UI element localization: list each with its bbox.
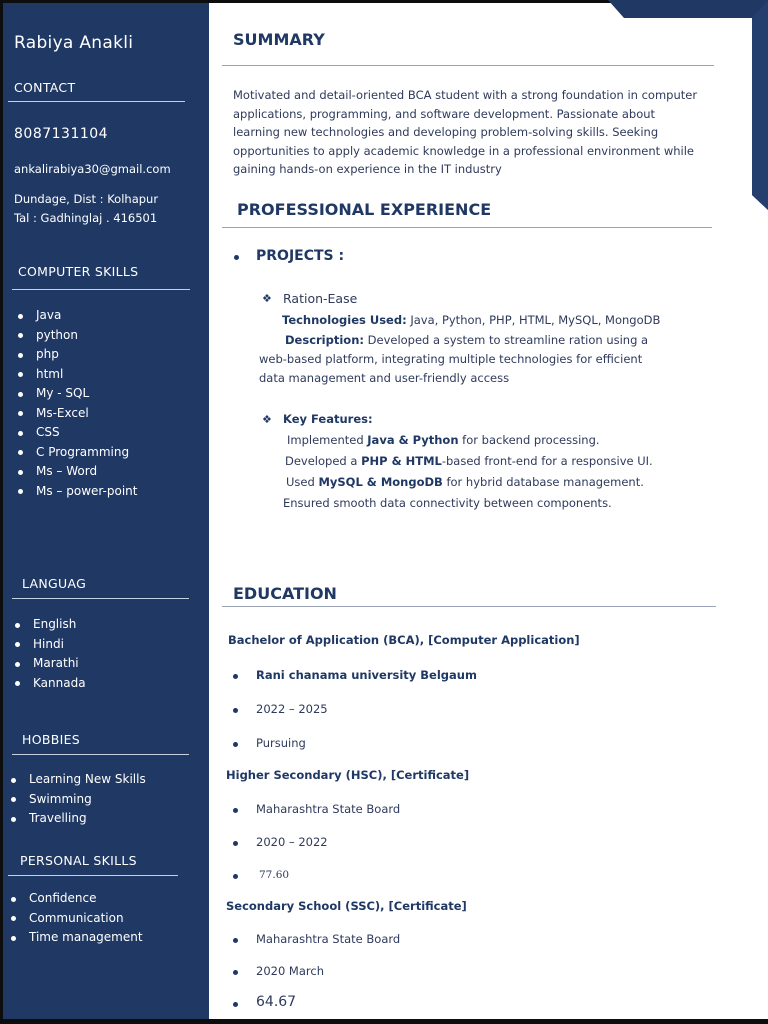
feature-line-3: [286, 475, 644, 489]
diamond-bullet-icon: ❖: [262, 292, 272, 305]
computer-skills-list: [14, 306, 138, 501]
bullet-icon: [233, 938, 238, 943]
list-item: Travelling: [7, 809, 146, 829]
technologies-label: Technologies Used:: [282, 313, 407, 327]
list-item: Ms – Word: [14, 462, 138, 482]
hobbies-list: [7, 770, 146, 829]
list-item: Marathi: [11, 654, 86, 674]
feature-highlight: MySQL & MongoDB: [318, 475, 443, 489]
feature-text: Used: [286, 475, 319, 489]
experience-heading: PROFESSIONAL EXPERIENCE: [237, 200, 492, 219]
personal-rule: [8, 875, 178, 876]
list-item: Java: [14, 306, 138, 326]
feature-line-4: Ensured smooth data connectivity between components.: [283, 496, 612, 510]
list-item: Kannada: [11, 674, 86, 694]
projects-label: PROJECTS :: [256, 248, 345, 264]
summary-line: learning new technologies and developing problem-solving skills. Seeking: [233, 125, 659, 139]
feature-text: Developed a: [285, 454, 362, 468]
description-label: Description:: [285, 333, 364, 347]
frame-bottom: [0, 1019, 768, 1024]
bullet-icon: [233, 708, 238, 713]
personal-skills-heading: PERSONAL SKILLS: [20, 853, 137, 868]
list-item: Learning New Skills: [7, 770, 146, 790]
bullet-icon: [234, 255, 239, 260]
list-item: html: [14, 365, 138, 385]
address-line-1: Dundage, Dist : Kolhapur: [14, 192, 159, 206]
bullet-icon: [233, 674, 238, 679]
list-item: Swimming: [7, 790, 146, 810]
ssc-year: 2020 March: [256, 964, 324, 978]
list-item: Confidence: [7, 889, 143, 909]
feature-text: for hybrid database management.: [442, 475, 644, 489]
list-item: Time management: [7, 928, 143, 948]
description-line-3: data management and user-friendly access: [259, 371, 510, 385]
feature-text: -based front-end for a responsive UI.: [441, 454, 653, 468]
list-item: CSS: [14, 423, 138, 443]
bullet-icon: [233, 1002, 238, 1007]
contact-rule: [8, 101, 185, 102]
experience-rule: [222, 227, 712, 228]
bullet-icon: [233, 808, 238, 813]
feature-line-1: [287, 433, 600, 447]
description-line-1: [285, 333, 648, 347]
feature-text: Implemented: [287, 433, 368, 447]
language-heading: LANGUAG: [22, 576, 87, 591]
summary-rule: [222, 65, 714, 66]
description-text: Developed a system to streamline ration using a: [363, 333, 649, 347]
phone-number: 8087131104: [14, 126, 109, 142]
project-name: Ration-Ease: [283, 291, 358, 306]
summary-line: opportunities to apply academic knowledge in a professional environment while: [233, 143, 694, 158]
technologies-value: Java, Python, PHP, HTML, MySQL, MongoDB: [406, 313, 661, 327]
education-heading: EDUCATION: [233, 584, 337, 603]
bca-years: 2022 – 2025: [256, 702, 328, 716]
bullet-icon: [233, 970, 238, 975]
address-line-2: Tal : Gadhinglaj . 416501: [14, 211, 158, 225]
list-item: Ms – power-point: [14, 482, 138, 502]
contact-heading: CONTACT: [14, 80, 76, 95]
ssc-title: Secondary School (SSC), [Certificate]: [226, 899, 467, 913]
bca-title: Bachelor of Application (BCA), [Computer Application]: [228, 633, 580, 647]
feature-line-2: [285, 454, 653, 468]
summary-heading: SUMMARY: [233, 30, 325, 49]
skills-rule: [12, 289, 190, 290]
list-item: C Programming: [14, 443, 138, 463]
hobbies-rule: [12, 754, 189, 755]
summary-line: Motivated and detail-oriented BCA student with a strong foundation in computer: [233, 88, 698, 102]
list-item: Communication: [7, 909, 143, 929]
computer-skills-heading: COMPUTER SKILLS: [18, 264, 139, 279]
list-item: Ms-Excel: [14, 404, 138, 424]
education-rule: [222, 606, 716, 607]
feature-highlight: Java & Python: [367, 433, 459, 447]
email-address: ankalirabiya30@gmail.com: [14, 162, 171, 176]
personal-skills-list: [7, 889, 143, 948]
bullet-icon: [233, 841, 238, 846]
hsc-title: Higher Secondary (HSC), [Certificate]: [226, 768, 470, 782]
feature-highlight: PHP & HTML: [361, 454, 442, 468]
bullet-icon: [233, 874, 238, 879]
list-item: Hindi: [11, 635, 86, 655]
language-rule: [12, 598, 189, 599]
hsc-board: Maharashtra State Board: [256, 802, 401, 816]
ssc-board: Maharashtra State Board: [256, 932, 401, 946]
list-item: My - SQL: [14, 384, 138, 404]
summary-line: gaining hands-on experience in the IT industry: [233, 162, 502, 176]
technologies-line: [282, 313, 660, 327]
key-features-label: Key Features:: [283, 412, 373, 426]
list-item: English: [11, 615, 86, 635]
bca-university: Rani chanama university Belgaum: [256, 668, 477, 682]
hsc-score: 77.60: [259, 869, 290, 881]
list-item: python: [14, 326, 138, 346]
summary-line: applications, programming, and software development. Passionate about: [233, 106, 656, 121]
ssc-score: 64.67: [256, 994, 297, 1010]
sidebar: [3, 3, 209, 1019]
candidate-name: Rabiya Anakli: [14, 33, 134, 53]
hobbies-heading: HOBBIES: [22, 732, 81, 747]
feature-text: for backend processing.: [458, 433, 600, 447]
diamond-bullet-icon: ❖: [262, 413, 272, 426]
language-list: [11, 615, 86, 693]
description-line-2: web-based platform, integrating multiple technologies for efficient: [259, 352, 643, 366]
bca-status: Pursuing: [256, 736, 306, 750]
list-item: php: [14, 345, 138, 365]
hsc-years: 2020 – 2022: [256, 835, 328, 849]
bullet-icon: [233, 742, 238, 747]
summary-paragraph: [233, 86, 713, 179]
